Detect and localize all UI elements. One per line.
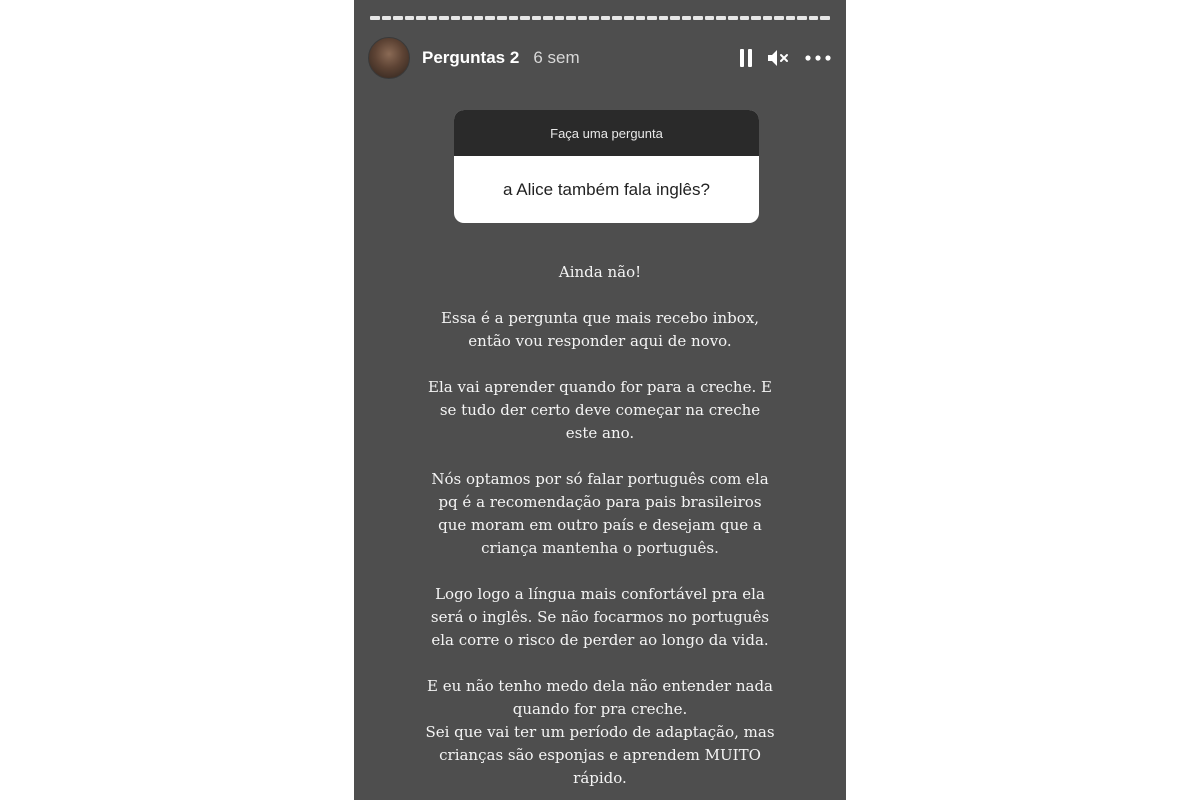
answer-paragraph: E eu não tenho medo dela não entender nada quando for pra creche. Sei que vai ter um período de adaptação, mas crianças são esponjas e aprendem MUITO rápido.	[425, 677, 775, 787]
progress-segment	[636, 16, 646, 20]
story-viewer[interactable]	[354, 0, 846, 800]
progress-segment	[705, 16, 715, 20]
progress-segment	[405, 16, 415, 20]
question-sticker[interactable]	[454, 110, 759, 223]
progress-segment	[716, 16, 726, 20]
progress-segment	[416, 16, 426, 20]
progress-segment	[751, 16, 761, 20]
progress-segment	[647, 16, 657, 20]
post-time: 6 sem	[533, 48, 580, 67]
progress-segment	[589, 16, 599, 20]
progress-segment	[497, 16, 507, 20]
progress-segment	[612, 16, 622, 20]
answer-paragraph: Logo logo a língua mais confortável pra ela será o inglês. Se não focarmos no português ela corre o risco de perder ao longo da vida.	[430, 585, 770, 649]
progress-segment	[601, 16, 611, 20]
progress-segment	[555, 16, 565, 20]
username[interactable]: Perguntas 2	[422, 48, 520, 67]
progress-segment	[566, 16, 576, 20]
progress-segment	[439, 16, 449, 20]
progress-segment	[659, 16, 669, 20]
progress-segment	[382, 16, 392, 20]
answer-paragraph: Ainda não!	[558, 263, 642, 281]
answer-text	[384, 261, 816, 800]
progress-segment	[740, 16, 750, 20]
progress-segment	[786, 16, 796, 20]
pause-icon[interactable]	[740, 48, 752, 68]
progress-segment	[578, 16, 588, 20]
answer-paragraph: Ela vai aprender quando for para a creche. E se tudo der certo deve começar na creche este ano.	[428, 378, 772, 442]
progress-segment	[428, 16, 438, 20]
progress-segment	[509, 16, 519, 20]
story-progress-bar	[370, 16, 830, 20]
progress-segment	[774, 16, 784, 20]
progress-segment	[543, 16, 553, 20]
question-sticker-title: Faça uma pergunta	[454, 110, 759, 156]
progress-segment	[763, 16, 773, 20]
mute-icon[interactable]	[766, 48, 790, 68]
progress-segment	[682, 16, 692, 20]
more-icon[interactable]	[804, 54, 832, 62]
story-header	[368, 36, 832, 80]
progress-segment	[370, 16, 380, 20]
progress-segment	[797, 16, 807, 20]
progress-segment	[820, 16, 830, 20]
progress-segment	[485, 16, 495, 20]
progress-segment	[670, 16, 680, 20]
progress-segment	[728, 16, 738, 20]
progress-segment	[462, 16, 472, 20]
avatar[interactable]	[368, 37, 410, 79]
progress-segment	[474, 16, 484, 20]
progress-segment	[393, 16, 403, 20]
progress-segment	[809, 16, 819, 20]
progress-segment	[624, 16, 634, 20]
answer-paragraph: Nós optamos por só falar português com ela pq é a recomendação para pais brasileiros que moram em outro país e desejam que a criança mantenha o português.	[431, 470, 769, 557]
progress-segment	[693, 16, 703, 20]
question-text: a Alice também fala inglês?	[503, 179, 710, 199]
progress-segment	[532, 16, 542, 20]
answer-paragraph: Essa é a pergunta que mais recebo inbox, então vou responder aqui de novo.	[440, 309, 760, 350]
progress-segment	[451, 16, 461, 20]
progress-segment	[520, 16, 530, 20]
story-controls	[740, 48, 832, 68]
